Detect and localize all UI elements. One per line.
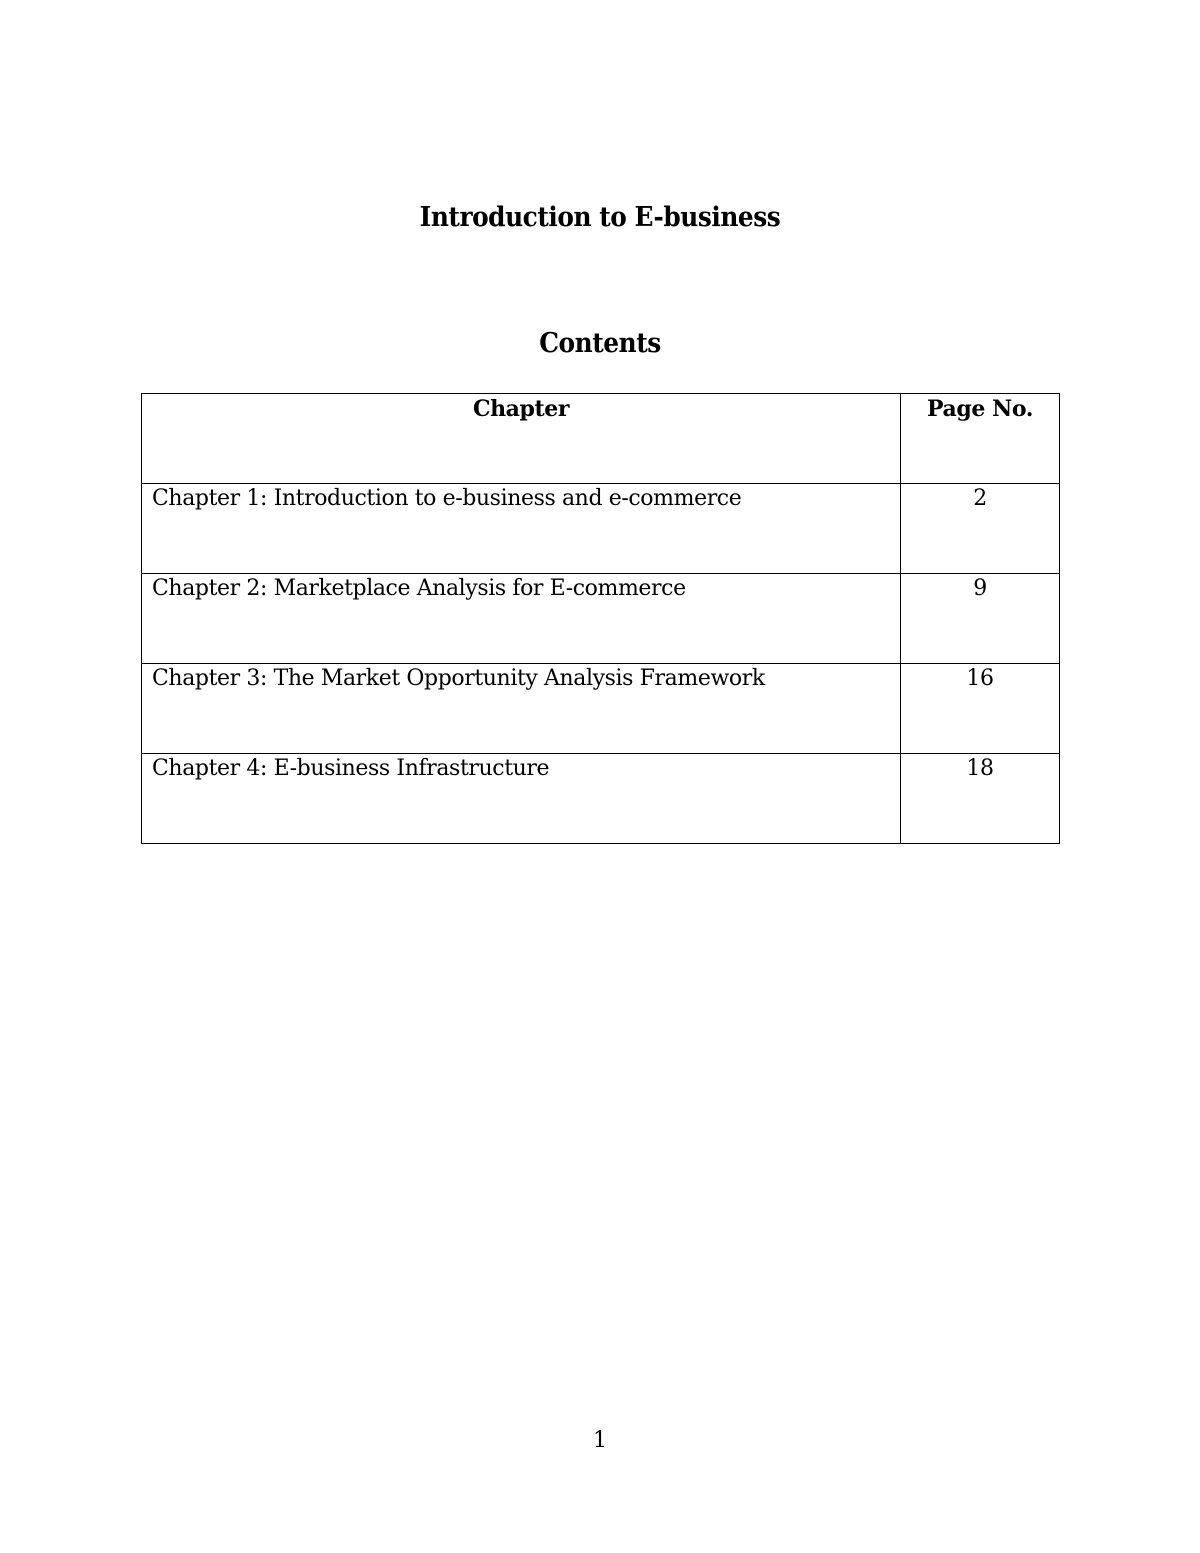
document-title: Introduction to E-business — [419, 202, 781, 233]
toc-header-row — [142, 394, 1060, 484]
chapter-column-header: Chapter — [142, 394, 901, 484]
chapter-page-number: 2 — [901, 484, 1060, 574]
page-column-header: Page No. — [901, 394, 1060, 484]
chapter-title: Chapter 4: E-business Infrastructure — [142, 754, 901, 844]
table-row — [142, 574, 1060, 664]
table-of-contents — [141, 393, 1060, 844]
chapter-page-number: 16 — [901, 664, 1060, 754]
chapter-title: Chapter 1: Introduction to e-business and e-commerce — [142, 484, 901, 574]
page-number: 1 — [593, 1428, 607, 1453]
chapter-title: Chapter 3: The Market Opportunity Analysis Framework — [142, 664, 901, 754]
table-row — [142, 664, 1060, 754]
contents-heading: Contents — [539, 328, 661, 359]
table-row — [142, 754, 1060, 844]
chapter-title: Chapter 2: Marketplace Analysis for E-commerce — [142, 574, 901, 664]
chapter-page-number: 18 — [901, 754, 1060, 844]
chapter-page-number: 9 — [901, 574, 1060, 664]
table-row — [142, 484, 1060, 574]
